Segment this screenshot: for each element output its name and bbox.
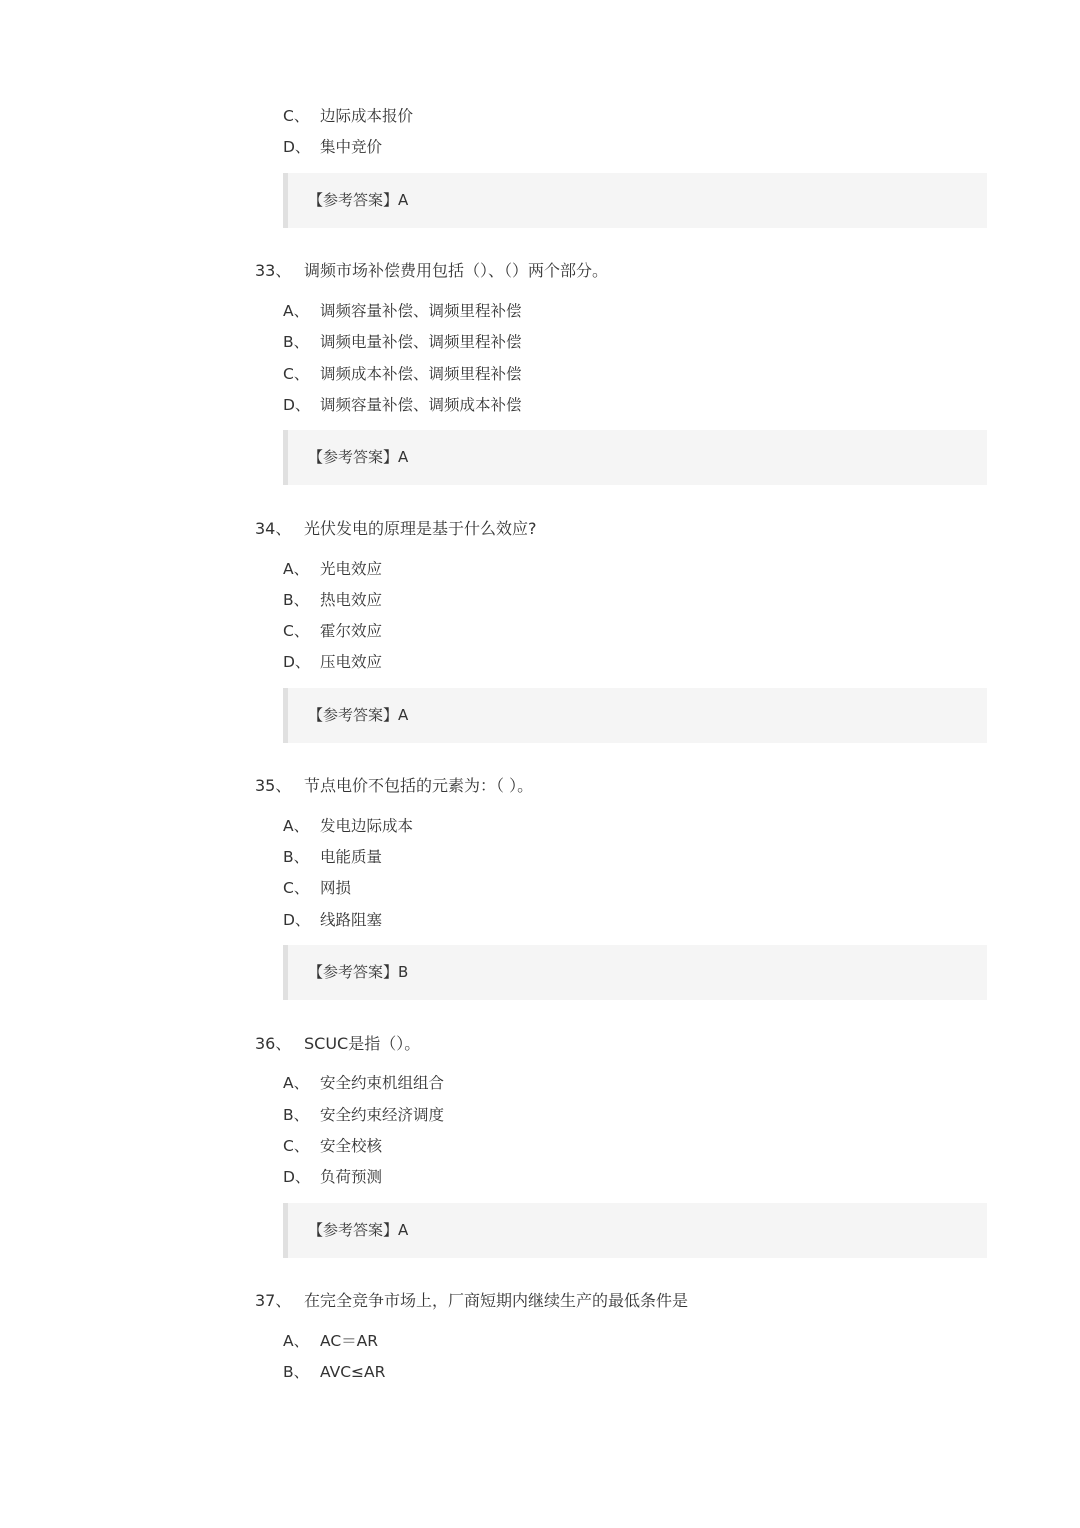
option-item: [283, 878, 883, 898]
answer-box: [283, 945, 987, 1000]
option-text: 线路阻塞: [320, 911, 383, 929]
option-letter: C、: [283, 1137, 310, 1155]
option-text: 集中竞价: [320, 138, 383, 156]
option-item: [283, 652, 883, 672]
option-item: [283, 1136, 883, 1156]
option-item: [283, 395, 883, 415]
option-letter: C、: [283, 879, 310, 897]
option-letter: A、: [283, 1332, 310, 1350]
option-item: [283, 301, 883, 321]
option-text: 调频成本补偿、调频里程补偿: [320, 365, 522, 383]
option-item: [283, 1362, 883, 1382]
option-text: 光电效应: [320, 560, 383, 578]
option-letter: A、: [283, 1074, 310, 1092]
question-text: 调频市场补偿费用包括（）、（）两个部分。: [304, 261, 609, 280]
question-number: 34、: [255, 519, 292, 538]
question-text: SCUC是指（）。: [304, 1034, 421, 1053]
question-text: 光伏发电的原理是基于什么效应?: [304, 519, 537, 538]
option-text: 热电效应: [320, 591, 383, 609]
option-text: 调频容量补偿、调频成本补偿: [320, 396, 522, 414]
option-letter: C、: [283, 107, 310, 125]
option-letter: D、: [283, 653, 311, 671]
question-number: 37、: [255, 1291, 292, 1310]
option-text: 电能质量: [320, 848, 383, 866]
option-letter: C、: [283, 365, 310, 383]
option-letter: B、: [283, 1106, 310, 1124]
option-letter: A、: [283, 302, 310, 320]
option-item: [283, 816, 883, 836]
option-letter: C、: [283, 622, 310, 640]
option-item: [283, 137, 883, 157]
question-37: [255, 1290, 1015, 1312]
answer-box: [283, 173, 987, 228]
question-text: 节点电价不包括的元素为：（ ）。: [304, 776, 534, 795]
option-text: 安全约束机组组合: [320, 1074, 445, 1092]
option-item: [283, 1331, 883, 1351]
option-item: [283, 1167, 883, 1187]
option-item: [283, 621, 883, 641]
question-34: [255, 518, 1015, 540]
option-text: 网损: [320, 879, 352, 897]
option-text: 安全校核: [320, 1137, 383, 1155]
question-number: 36、: [255, 1034, 292, 1053]
option-text: 边际成本报价: [320, 107, 414, 125]
option-letter: B、: [283, 848, 310, 866]
option-text: 发电边际成本: [320, 817, 414, 835]
answer-text: 【参考答案】B: [308, 963, 409, 981]
option-text: AVC≤AR: [320, 1363, 386, 1381]
option-item: [283, 364, 883, 384]
answer-text: 【参考答案】A: [308, 706, 409, 724]
option-letter: A、: [283, 560, 310, 578]
option-letter: B、: [283, 333, 310, 351]
answer-box: [283, 688, 987, 743]
option-item: [283, 1073, 883, 1093]
option-text: AC＝AR: [320, 1332, 379, 1350]
answer-text: 【参考答案】A: [308, 448, 409, 466]
option-text: 压电效应: [320, 653, 383, 671]
option-letter: B、: [283, 1363, 310, 1381]
option-item: [283, 1105, 883, 1125]
question-number: 35、: [255, 776, 292, 795]
answer-text: 【参考答案】A: [308, 1221, 409, 1239]
option-letter: D、: [283, 138, 311, 156]
option-letter: D、: [283, 396, 311, 414]
option-item: [283, 847, 883, 867]
option-text: 调频容量补偿、调频里程补偿: [320, 302, 522, 320]
option-text: 安全约束经济调度: [320, 1106, 445, 1124]
option-item: [283, 559, 883, 579]
option-text: 霍尔效应: [320, 622, 383, 640]
question-35: [255, 775, 1015, 797]
option-item: [283, 332, 883, 352]
question-36: [255, 1033, 1015, 1055]
option-item: [283, 910, 883, 930]
option-text: 调频电量补偿、调频里程补偿: [320, 333, 522, 351]
option-letter: D、: [283, 911, 311, 929]
answer-box: [283, 430, 987, 485]
option-letter: A、: [283, 817, 310, 835]
answer-box: [283, 1203, 987, 1258]
option-item: [283, 106, 883, 126]
question-33: [255, 260, 1015, 282]
option-letter: D、: [283, 1168, 311, 1186]
question-text: 在完全竞争市场上，厂商短期内继续生产的最低条件是: [304, 1291, 689, 1310]
question-number: 33、: [255, 261, 292, 280]
answer-text: 【参考答案】A: [308, 191, 409, 209]
option-letter: B、: [283, 591, 310, 609]
option-text: 负荷预测: [320, 1168, 383, 1186]
option-item: [283, 590, 883, 610]
